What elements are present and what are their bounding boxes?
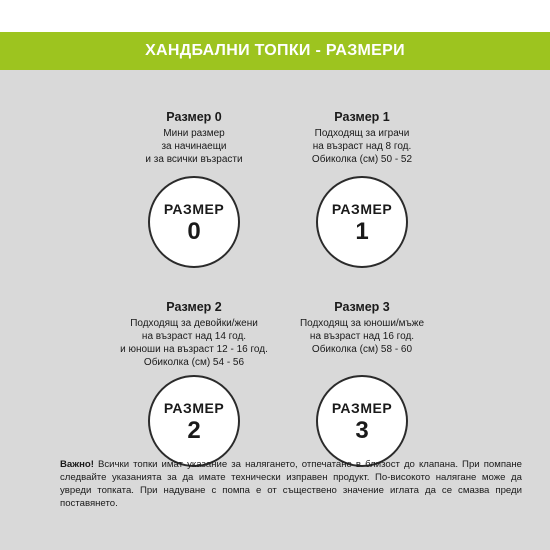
size-2-line: на възраст над 14 год. bbox=[141, 331, 247, 342]
ball-label: РАЗМЕР bbox=[331, 399, 393, 416]
size-0-ball bbox=[148, 176, 240, 268]
ball-label: РАЗМЕР bbox=[163, 200, 225, 217]
size-1-ball bbox=[316, 176, 408, 268]
ball-label: РАЗМЕР bbox=[331, 200, 393, 217]
size-0-line: за начинаещи bbox=[161, 141, 227, 152]
size-1-title: Размер 1 bbox=[334, 110, 390, 124]
title-banner bbox=[0, 32, 550, 70]
top-strip bbox=[0, 0, 550, 32]
ball-number: 1 bbox=[355, 217, 369, 245]
size-0-line: Мини размер bbox=[163, 128, 225, 139]
note-prefix: Важно! bbox=[60, 459, 94, 470]
ball-number: 2 bbox=[187, 416, 201, 444]
size-3-line: Обиколка (см) 58 - 60 bbox=[311, 344, 413, 355]
size-2-line: и юноши на възраст 12 - 16 год. bbox=[120, 344, 268, 355]
size-3-title: Размер 3 bbox=[334, 300, 390, 314]
size-1-line: Обиколка (см) 50 - 52 bbox=[311, 154, 413, 165]
size-1-line: Подходящ за играчи bbox=[314, 128, 410, 139]
note-text: Всички топки имат указание за налягането, отпечатано в близост до клапана. При помпане следвайте указанията за да имате технически изправен продукт. По-високото налягане може да увреди топката. При надуване с помпа е от съществено значение иглата да се смазва преди поставянето. bbox=[60, 459, 522, 509]
ball-number: 3 bbox=[355, 416, 369, 444]
ball-label: РАЗМЕР bbox=[163, 399, 225, 416]
ball-number: 0 bbox=[187, 217, 201, 245]
size-3-line: на възраст над 16 год. bbox=[309, 331, 415, 342]
size-2-line: Подходящ за девойки/жени bbox=[130, 318, 258, 329]
size-1-info bbox=[252, 110, 472, 166]
size-0-title: Размер 0 bbox=[166, 110, 222, 124]
size-1-line: на възраст над 8 год. bbox=[312, 141, 412, 152]
size-3-ball bbox=[316, 375, 408, 467]
important-note bbox=[60, 458, 522, 510]
size-0-line: и за всички възрасти bbox=[145, 154, 243, 165]
size-3-line: Подходящ за юноши/мъже bbox=[299, 318, 425, 329]
size-3-info bbox=[252, 300, 472, 356]
size-2-title: Размер 2 bbox=[166, 300, 222, 314]
size-2-ball bbox=[148, 375, 240, 467]
size-2-line: Обиколка (см) 54 - 56 bbox=[143, 357, 245, 368]
page-title: ХАНДБАЛНИ ТОПКИ - РАЗМЕРИ bbox=[145, 42, 405, 59]
